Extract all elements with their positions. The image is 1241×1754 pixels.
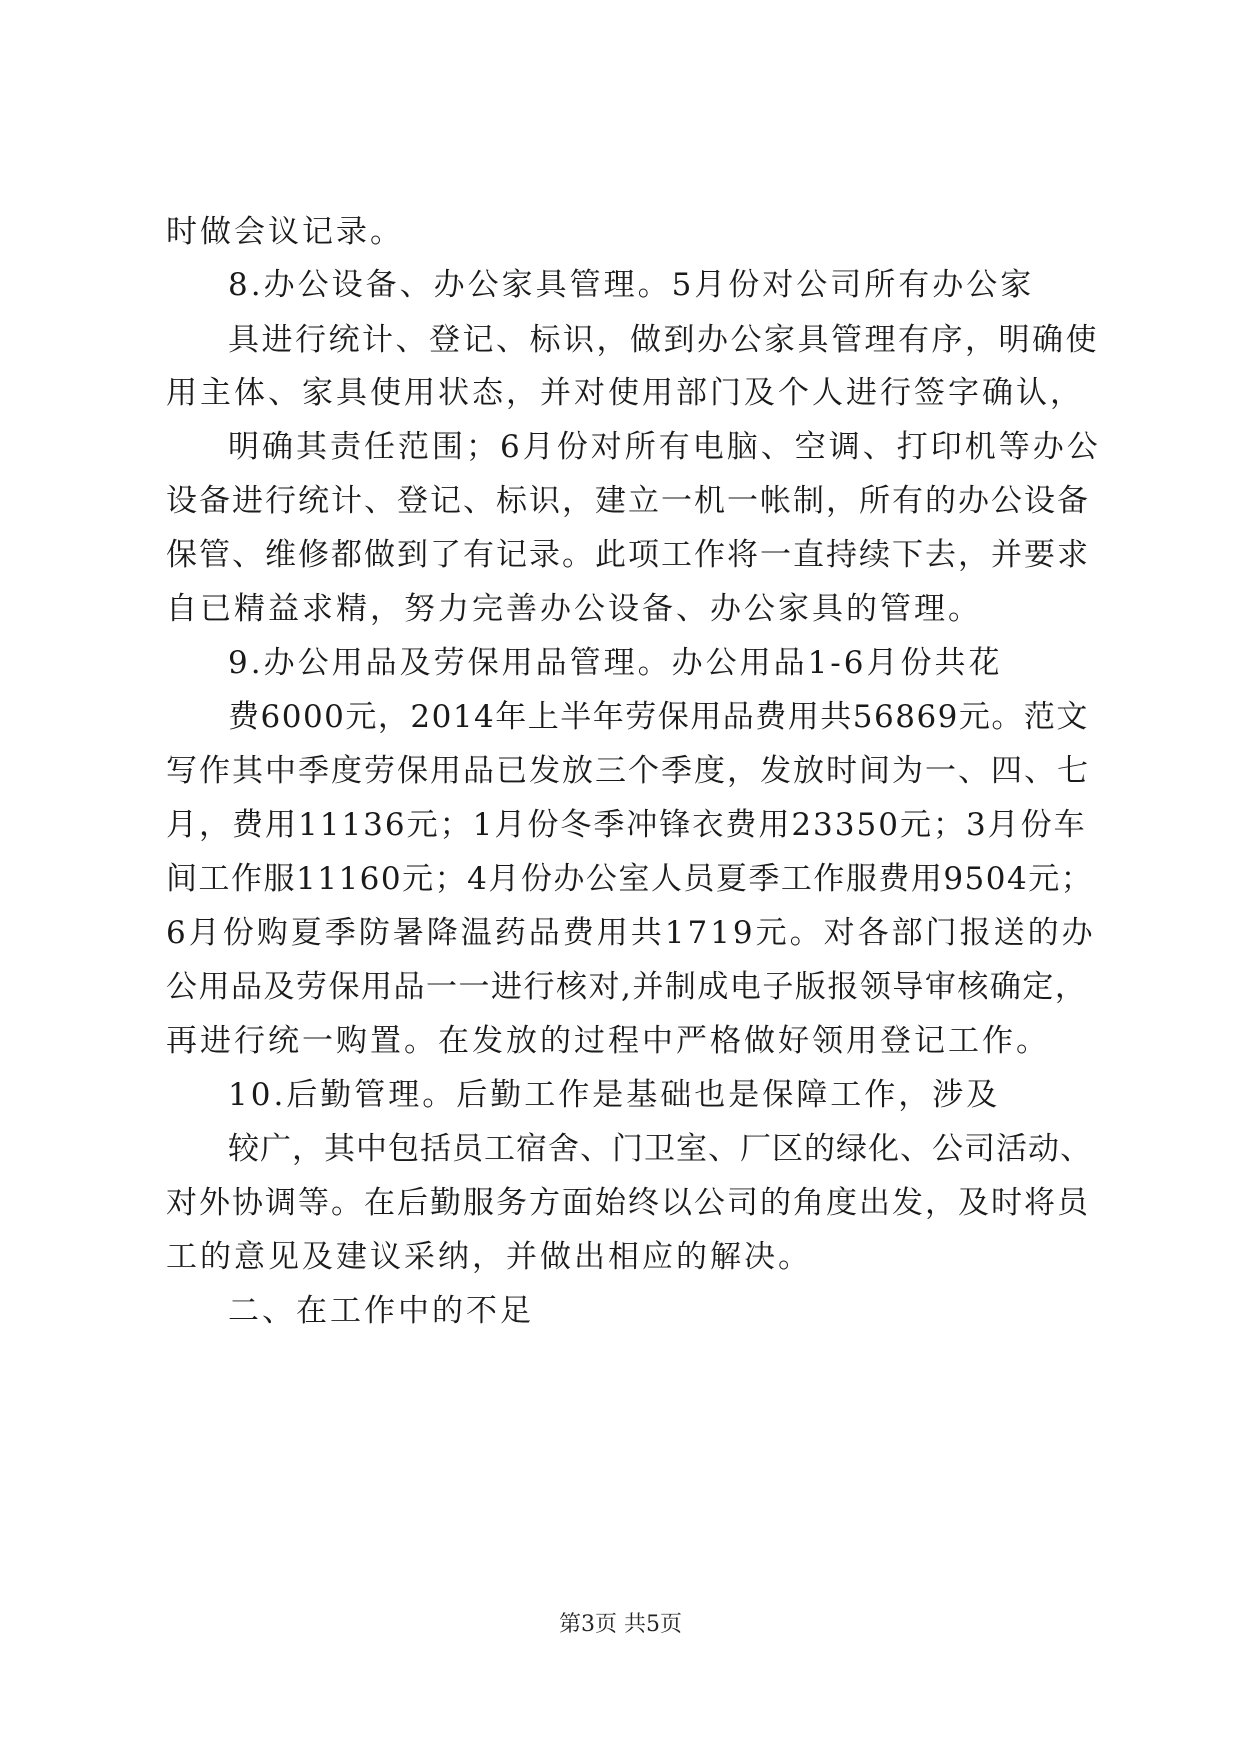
text-line-10: 费6000元，2014年上半年劳保用品费用共56869元。范文 xyxy=(228,699,1089,735)
text-line-15: 公用品及劳保用品一一进行核对,并制成电子版报领导审核确定， xyxy=(166,969,1088,1005)
text-line-6: 设备进行统计、登记、标识，建立一机一帐制，所有的办公设备 xyxy=(166,483,1090,519)
text-line-4: 用主体、家具使用状态，并对使用部门及个人进行签字确认， xyxy=(166,375,1084,411)
page-number-footer: 第3页 共5页 xyxy=(559,1612,682,1637)
text-line-11: 写作其中季度劳保用品已发放三个季度，发放时间为一、四、七 xyxy=(166,753,1090,789)
text-line-13: 间工作服11160元；4月份办公室人员夏季工作服费用9504元； xyxy=(166,861,1094,897)
text-line-19: 对外协调等。在后勤服务方面始终以公司的角度出发，及时将员 xyxy=(166,1185,1090,1221)
text-line-17: 10.后勤管理。后勤工作是基础也是保障工作，涉及 xyxy=(228,1077,1001,1113)
text-line-9: 9.办公用品及劳保用品管理。办公用品1-6月份共花 xyxy=(228,645,1003,681)
text-line-8: 自已精益求精，努力完善办公设备、办公家具的管理。 xyxy=(166,591,982,627)
text-line-5: 明确其责任范围；6月份对所有电脑、空调、打印机等办公 xyxy=(228,429,1101,465)
text-line-16: 再进行统一购置。在发放的过程中严格做好领用登记工作。 xyxy=(166,1023,1050,1059)
text-line-3: 具进行统计、登记、标识，做到办公家具管理有序，明确使 xyxy=(228,322,1099,358)
text-line-12: 月，费用11136元；1月份冬季冲锋衣费用23350元；3月份车 xyxy=(166,807,1087,843)
text-line-14: 6月份购夏季防暑降温药品费用共1719元。对各部门报送的办 xyxy=(166,915,1096,951)
text-line-20: 工的意见及建议采纳，并做出相应的解决。 xyxy=(166,1239,812,1275)
text-line-7: 保管、维修都做到了有记录。此项工作将一直持续下去，并要求 xyxy=(166,537,1090,573)
section-heading: 二、在工作中的不足 xyxy=(228,1293,534,1329)
text-line-1: 时做会议记录。 xyxy=(166,214,404,250)
text-line-2: 8.办公设备、办公家具管理。5月份对公司所有办公家 xyxy=(228,267,1035,303)
text-line-18: 较广，其中包括员工宿舍、门卫室、厂区的绿化、公司活动、 xyxy=(228,1131,1092,1167)
